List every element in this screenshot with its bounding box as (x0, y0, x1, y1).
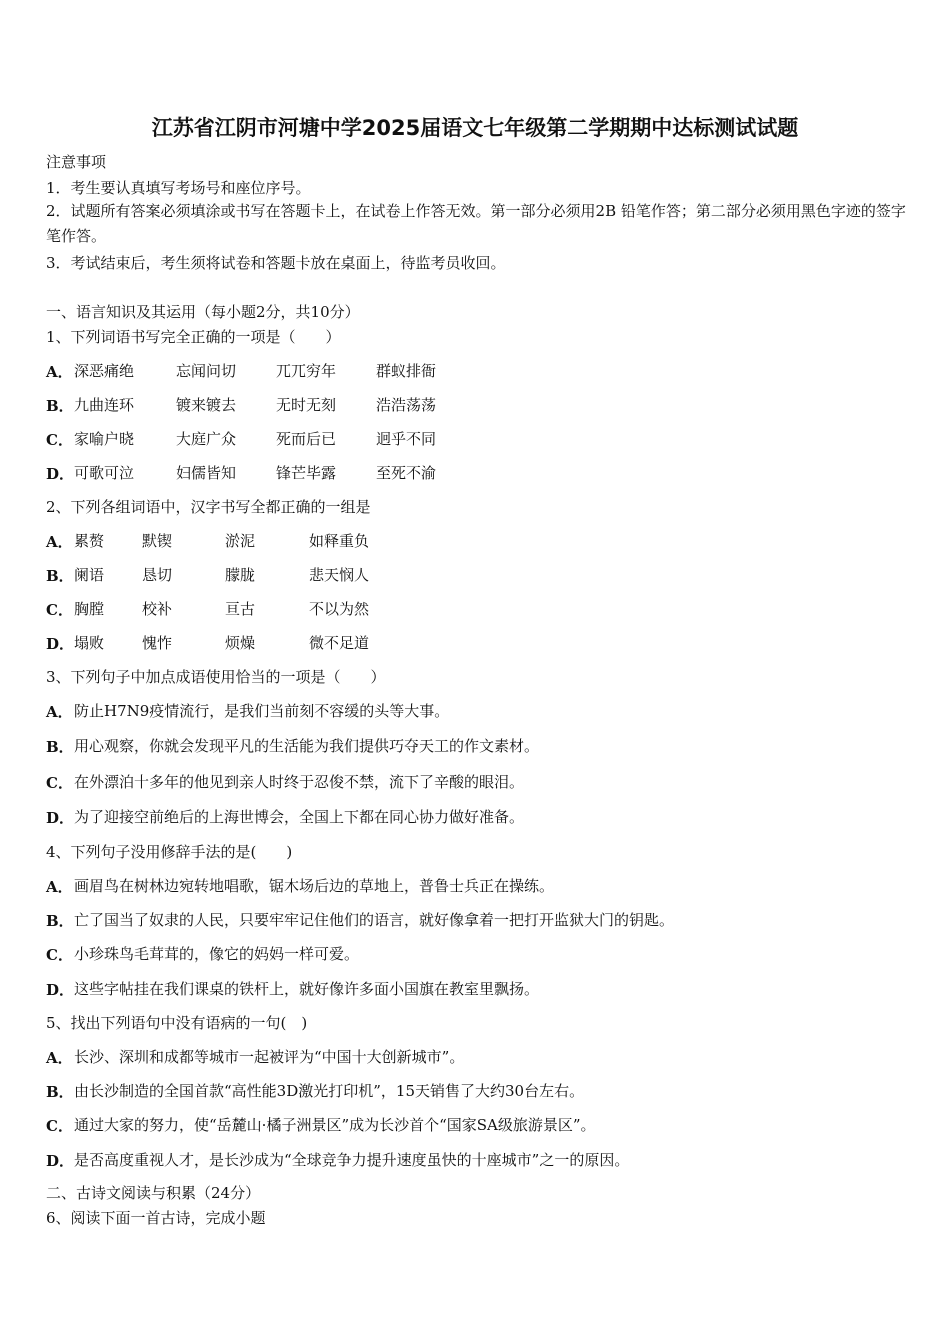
option-text: 为了迎接空前绝后的上海世博会，全国上下都在同心协力做好准备。 (74, 808, 525, 826)
option-letter: B． (46, 397, 74, 415)
option-word: 恳切 (142, 566, 173, 584)
section-1-heading: 一、语言知识及其运用（每小题2分，共10分） (46, 303, 360, 321)
option-word: 死而后已 (276, 430, 337, 448)
option-word: 妇儒皆知 (176, 464, 237, 482)
option-letter: A． (46, 703, 73, 721)
option-letter: D． (46, 809, 75, 827)
option-text: 小珍珠鸟毛茸茸的，像它的妈妈一样可爱。 (74, 945, 360, 963)
option-letter: B． (46, 1083, 74, 1101)
option-text: 防止H7N9疫情流行，是我们当前刻不容缓的头等大事。 (74, 702, 450, 720)
notice-item-1: 1．考生要认真填写考场号和座位序号。 (46, 179, 311, 197)
option-letter: A． (46, 363, 73, 381)
option-letter: C． (46, 601, 73, 619)
page-title: 江苏省江阴市河塘中学2025届语文七年级第二学期期中达标测试试题 (151, 116, 799, 140)
option-letter: C． (46, 431, 73, 449)
option-word: 淤泥 (225, 532, 256, 550)
option-text: 由长沙制造的全国首款“高性能3D激光打印机”，15天销售了大约30台左右。 (74, 1082, 585, 1100)
option-word: 群蚁排衙 (376, 362, 437, 380)
section-2-heading: 二、古诗文阅读与积累（24分） (46, 1184, 261, 1202)
option-word: 胸膛 (74, 600, 105, 618)
option-word: 无时无刻 (276, 396, 337, 414)
option-word: 浩浩荡荡 (376, 396, 437, 414)
option-word: 九曲连环 (74, 396, 135, 414)
option-letter: D． (46, 981, 75, 999)
option-letter: A． (46, 878, 73, 896)
option-word: 愧怍 (142, 634, 173, 652)
option-text: 通过大家的努力，使“岳麓山·橘子洲景区”成为长沙首个“国家SA级旅游景区”。 (74, 1116, 596, 1134)
option-word: 兀兀穷年 (276, 362, 337, 380)
option-word: 微不足道 (309, 634, 370, 652)
notice-item-3: 3．考试结束后，考生须将试卷和答题卡放在桌面上，待监考员收回。 (46, 254, 506, 272)
option-letter: C． (46, 774, 73, 792)
option-word: 累赘 (74, 532, 105, 550)
option-text: 画眉鸟在树林边宛转地唱歌，锯木场后边的草地上，普鲁士兵正在操练。 (74, 877, 555, 895)
option-word: 悲天悯人 (309, 566, 370, 584)
option-word: 如释重负 (309, 532, 370, 550)
option-letter: D． (46, 635, 75, 653)
option-word: 校补 (142, 600, 173, 618)
option-letter: D． (46, 465, 75, 483)
option-letter: B． (46, 567, 74, 585)
option-text: 在外漂泊十多年的他见到亲人时终于忍俊不禁，流下了辛酸的眼泪。 (74, 773, 525, 791)
option-letter: A． (46, 1049, 73, 1067)
notice-item-2: 2．试题所有答案必须填涂或书写在答题卡上，在试卷上作答无效。第一部分必须用2B 铅笔作答；第二部分必须用黑色字迹的签字笔作答。 (46, 202, 906, 245)
option-letter: B． (46, 738, 74, 756)
option-word: 默锲 (142, 532, 173, 550)
option-word: 可歌可泣 (74, 464, 135, 482)
question-1-stem: 1、下列词语书写完全正确的一项是（ ） (46, 328, 341, 346)
question-2-stem: 2、下列各组词语中，汉字书写全都正确的一组是 (46, 498, 371, 516)
option-word: 深恶痛绝 (74, 362, 135, 380)
option-word: 朦胧 (225, 566, 256, 584)
option-letter: D． (46, 1152, 75, 1170)
option-text: 是否高度重视人才，是长沙成为“全球竞争力提升速度虽快的十座城市”之一的原因。 (74, 1151, 630, 1169)
option-word: 烦燥 (225, 634, 256, 652)
question-5-stem: 5、找出下列语句中没有语病的一句( ) (46, 1014, 308, 1032)
option-word: 大庭广众 (176, 430, 237, 448)
option-letter: C． (46, 1117, 73, 1135)
option-text: 用心观察，你就会发现平凡的生活能为我们提供巧夺天工的作文素材。 (74, 737, 540, 755)
option-letter: A． (46, 533, 73, 551)
option-word: 家喻户晓 (74, 430, 135, 448)
option-word: 迥乎不同 (376, 430, 437, 448)
option-text: 长沙、深圳和成都等城市一起被评为“中国十大创新城市”。 (74, 1048, 465, 1066)
question-3-stem: 3、下列句子中加点成语使用恰当的一项是（ ） (46, 668, 386, 686)
option-letter: C． (46, 946, 73, 964)
question-4-stem: 4、下列句子没用修辞手法的是( ) (46, 843, 293, 861)
option-word: 塌败 (74, 634, 105, 652)
option-word: 阑语 (74, 566, 105, 584)
option-text: 亡了国当了奴隶的人民，只要牢牢记住他们的语言，就好像拿着一把打开监狱大门的钥匙。 (74, 911, 675, 929)
option-word: 至死不渝 (376, 464, 437, 482)
question-6-stem: 6、阅读下面一首古诗，完成小题 (46, 1209, 266, 1227)
option-word: 忘闻问切 (176, 362, 237, 380)
notice-heading: 注意事项 (46, 153, 107, 171)
option-word: 锋芒毕露 (276, 464, 337, 482)
option-word: 镀来镀去 (176, 396, 237, 414)
option-word: 亘古 (225, 600, 256, 618)
option-word: 不以为然 (309, 600, 370, 618)
option-letter: B． (46, 912, 74, 930)
option-text: 这些字帖挂在我们课桌的铁杆上，就好像许多面小国旗在教室里飘扬。 (74, 980, 540, 998)
